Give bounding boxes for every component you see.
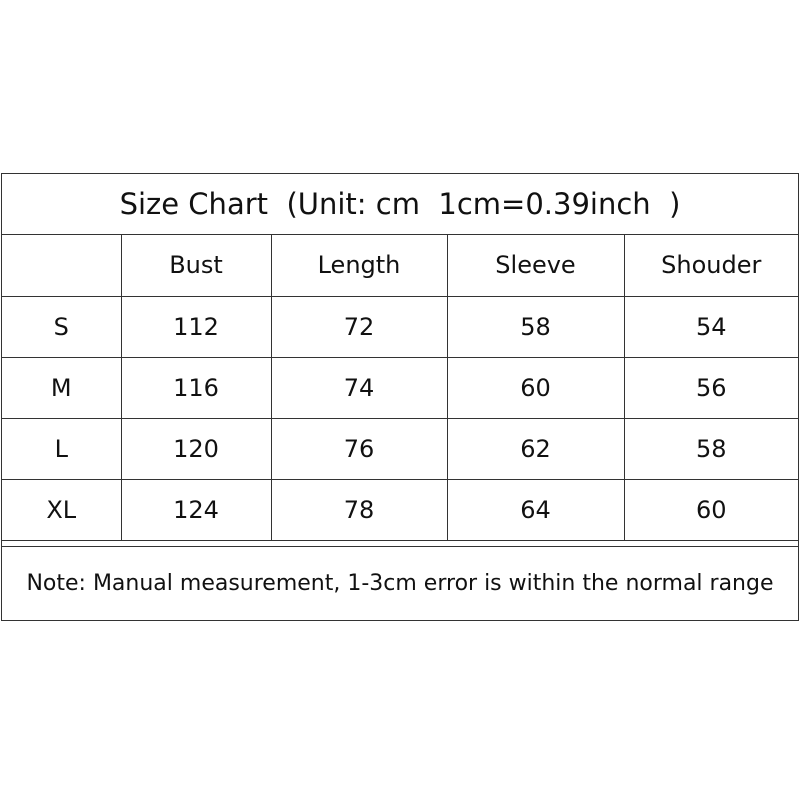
size-label: M [2,357,121,418]
shoulder-cell: 58 [624,418,798,479]
bust-cell: 120 [121,418,271,479]
table-row [2,479,798,540]
shoulder-cell: 54 [624,296,798,357]
bust-cell: 116 [121,357,271,418]
sleeve-cell: 60 [447,357,624,418]
header-shoulder: Shouder [624,235,798,296]
size-label: L [2,418,121,479]
bust-cell: 124 [121,479,271,540]
sleeve-cell: 64 [447,479,624,540]
table-row [2,418,798,479]
header-bust: Bust [121,235,271,296]
size-label: S [2,296,121,357]
length-cell: 74 [271,357,447,418]
sleeve-cell: 62 [447,418,624,479]
bust-cell: 112 [121,296,271,357]
shoulder-cell: 60 [624,479,798,540]
table-row [2,357,798,418]
header-sleeve: Sleeve [447,235,624,296]
size-label: XL [2,479,121,540]
shoulder-cell: 56 [624,357,798,418]
length-cell: 76 [271,418,447,479]
length-cell: 72 [271,296,447,357]
header-row [2,235,798,296]
sleeve-cell: 58 [447,296,624,357]
chart-title: Size Chart (Unit: cm 1cm=0.39inch ) [2,174,798,235]
measurement-note: Note: Manual measurement, 1-3cm error is within the normal range [2,546,798,620]
header-length: Length [271,235,447,296]
table-row [2,296,798,357]
size-chart [1,173,799,621]
length-cell: 78 [271,479,447,540]
size-table [2,235,798,541]
header-corner [2,235,121,296]
